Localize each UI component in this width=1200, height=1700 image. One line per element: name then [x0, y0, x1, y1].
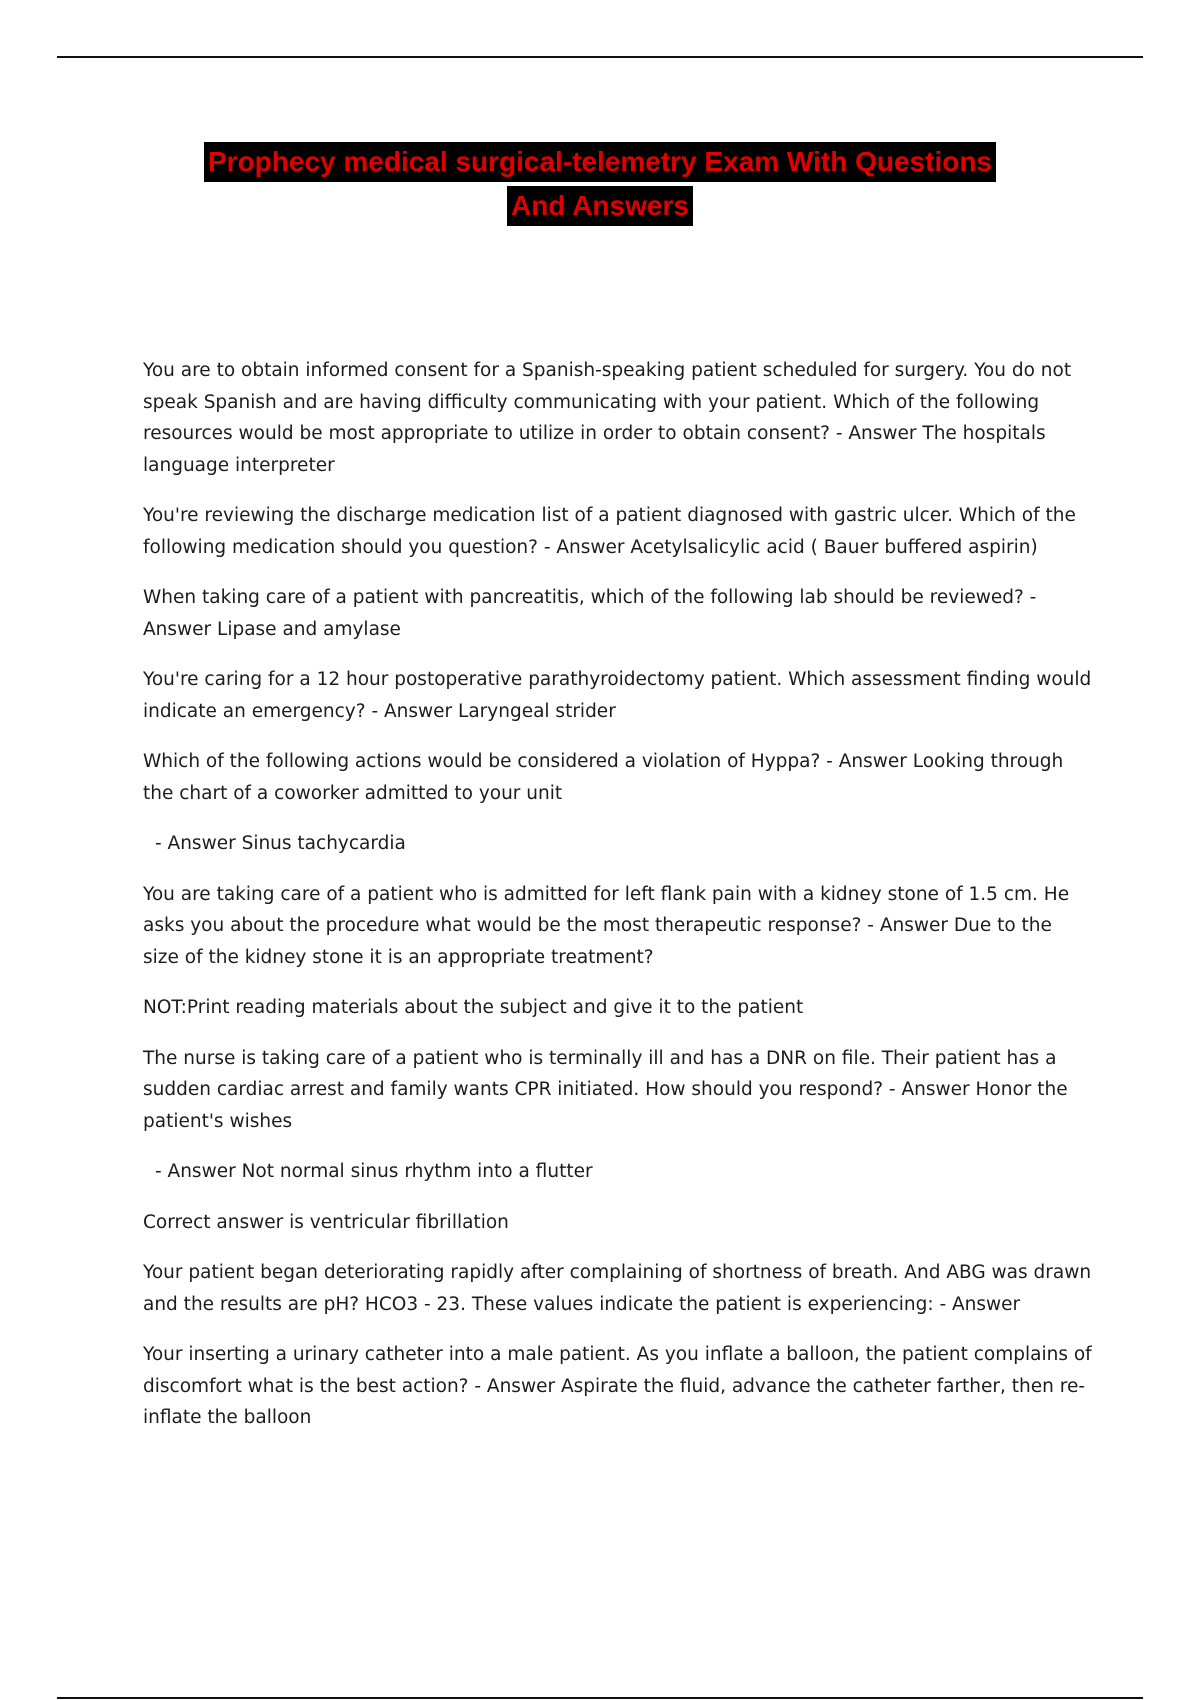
title-line-1: Prophecy medical surgical-telemetry Exam With Questions: [204, 142, 996, 182]
qa-paragraph: The nurse is taking care of a patient who is terminally ill and has a DNR on file. Their patient has a sudden cardiac arrest and family wants CPR initiated. How should you respond? - Answer Honor the patient's wishes: [143, 1047, 1068, 1132]
qa-paragraph: You are taking care of a patient who is admitted for left flank pain with a kidney stone of 1.5 cm. He asks you about the procedure what would be the most therapeutic response? - Answer Due to the size of the kidney stone it is an appropriate treatment?: [143, 883, 1070, 968]
qa-paragraph: NOT:Print reading materials about the subject and give it to the patient: [143, 997, 804, 1018]
qa-paragraph: You are to obtain informed consent for a Spanish-speaking patient scheduled for surgery. You do not speak Spanish and are having difficulty communicating with your patient. Which of the following resources would be most appropriate to utilize in order to obtain consent? - Answer The hospitals language interpreter: [143, 360, 1072, 476]
qa-paragraph: Which of the following actions would be considered a violation of Hyppa? - Answer Looking through the chart of a coworker admitted to your unit: [143, 751, 1064, 804]
qa-paragraph: When taking care of a patient with pancreatitis, which of the following lab should be reviewed? - Answer Lipase and amylase: [143, 587, 1037, 640]
document-title: [0, 142, 1200, 226]
document-body: [143, 355, 1093, 1453]
qa-paragraph: You're reviewing the discharge medication list of a patient diagnosed with gastric ulcer. Which of the following medication should you question? - Answer Acetylsalicylic acid ( Bauer buffered aspirin): [143, 505, 1076, 558]
qa-paragraph: - Answer Not normal sinus rhythm into a flutter: [155, 1161, 593, 1182]
qa-paragraph: Your patient began deteriorating rapidly after complaining of shortness of breath. And ABG was drawn and the results are pH? HCO3 - 23. These values indicate the patient is experiencing: - Answer: [143, 1262, 1092, 1315]
qa-paragraph: You're caring for a 12 hour postoperative parathyroidectomy patient. Which assessment finding would indicate an emergency? - Answer Laryngeal strider: [143, 669, 1092, 722]
bottom-rule: [57, 1697, 1143, 1699]
top-rule: [57, 56, 1143, 58]
qa-paragraph: - Answer Sinus tachycardia: [155, 833, 406, 854]
qa-paragraph: Your inserting a urinary catheter into a male patient. As you inflate a balloon, the patient complains of discomfort what is the best action? - Answer Aspirate the fluid, advance the catheter farther, then re-inflate the balloon: [143, 1344, 1092, 1428]
qa-paragraph: Correct answer is ventricular fibrillation: [143, 1211, 509, 1233]
title-line-2: And Answers: [507, 186, 693, 226]
